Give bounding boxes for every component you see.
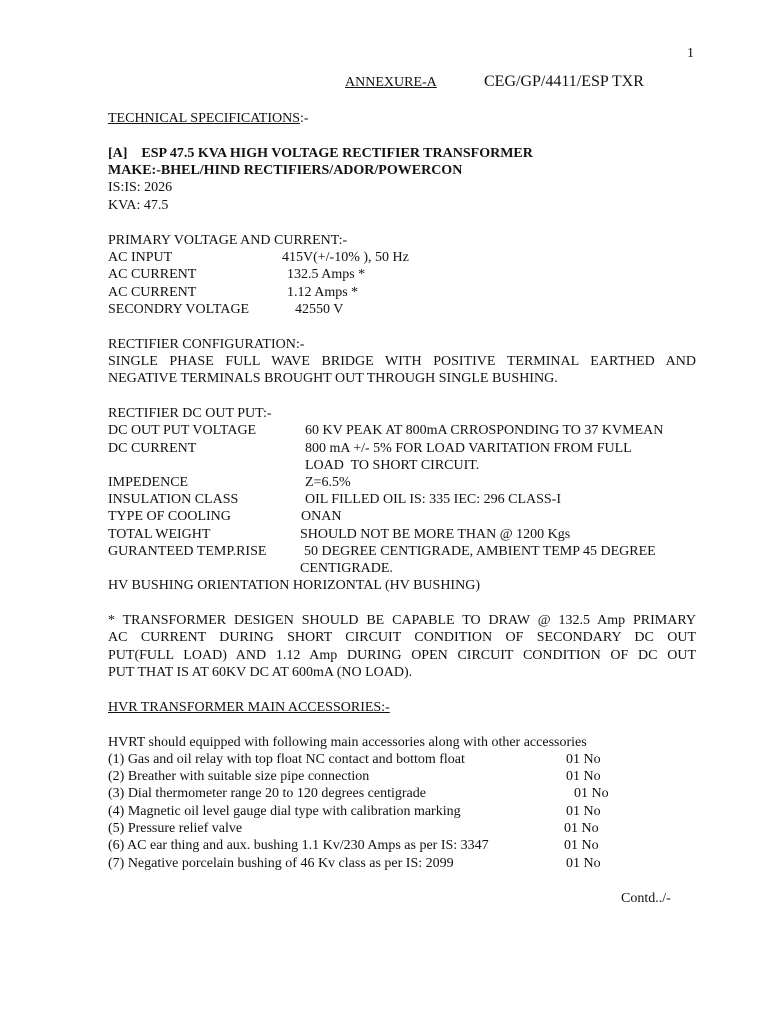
dc-label-cooling: TYPE OF COOLING	[108, 509, 231, 524]
accessory-qty-7: 01 No	[566, 856, 601, 871]
rectifier-config-heading: RECTIFIER CONFIGURATION:-	[108, 337, 305, 352]
accessory-item-2: (2) Breather with suitable size pipe connection	[108, 769, 370, 784]
accessory-item-7: (7) Negative porcelain bushing of 46 Kv class as per IS: 2099	[108, 856, 454, 871]
technical-specifications-title: TECHNICAL SPECIFICATIONS	[108, 111, 300, 126]
accessory-item-5: (5) Pressure relief valve	[108, 821, 243, 836]
primary-value-secondary-voltage: 42550 V	[295, 302, 344, 317]
section-a-kva: KVA: 47.5	[108, 198, 169, 213]
section-a-make: MAKE:-BHEL/HIND RECTIFIERS/ADOR/POWERCON	[108, 163, 463, 178]
section-a-title: [A] ESP 47.5 KVA HIGH VOLTAGE RECTIFIER TRANSFORMER	[108, 146, 533, 161]
primary-label-ac-current-1: AC CURRENT	[108, 267, 197, 282]
accessory-qty-4: 01 No	[566, 804, 601, 819]
accessories-intro: HVRT should equipped with following main accessories along with other accessories	[108, 735, 587, 750]
dc-value-cooling: ONAN	[301, 509, 342, 524]
primary-heading: PRIMARY VOLTAGE AND CURRENT:-	[108, 233, 348, 248]
dc-label-temp-rise: GURANTEED TEMP.RISE	[108, 544, 267, 559]
dc-label-insulation: INSULATION CLASS	[108, 492, 239, 507]
accessory-qty-6: 01 No	[564, 838, 599, 853]
dc-value-weight: SHOULD NOT BE MORE THAN @ 1200 Kgs	[300, 527, 571, 542]
dc-value-temp-rise: 50 DEGREE CENTIGRADE, AMBIENT TEMP 45 DEGREE	[304, 544, 656, 559]
dc-output-heading: RECTIFIER DC OUT PUT:-	[108, 406, 272, 421]
note-line-1: * TRANSFORMER DESIGEN SHOULD BE CAPABLE TO DRAW @ 132.5 Amp PRIMARY	[108, 613, 696, 628]
annexure-label: ANNEXURE-A	[345, 75, 437, 90]
primary-label-ac-current-2: AC CURRENT	[108, 285, 197, 300]
accessory-item-3: (3) Dial thermometer range 20 to 120 degrees centigrade	[108, 786, 426, 801]
accessory-qty-5: 01 No	[564, 821, 599, 836]
dc-label-current: DC CURRENT	[108, 441, 197, 456]
accessory-item-4: (4) Magnetic oil level gauge dial type with calibration marking	[108, 804, 461, 819]
note-line-4: PUT THAT IS AT 60KV DC AT 600mA (NO LOAD).	[108, 665, 413, 680]
note-line-3: PUT(FULL LOAD) AND 1.12 Amp DURING OPEN CIRCUIT CONDITION OF DC OUT	[108, 648, 696, 663]
rectifier-config-line-2: NEGATIVE TERMINALS BROUGHT OUT THROUGH SINGLE BUSHING.	[108, 371, 558, 386]
primary-value-ac-input: 415V(+/-10% ), 50 Hz	[282, 250, 409, 265]
document-reference: CEG/GP/4411/ESP TXR	[484, 73, 644, 90]
accessory-qty-1: 01 No	[566, 752, 601, 767]
accessory-qty-3: 01 No	[574, 786, 609, 801]
accessory-qty-2: 01 No	[566, 769, 601, 784]
rectifier-config-line-1: SINGLE PHASE FULL WAVE BRIDGE WITH POSITIVE TERMINAL EARTHED AND	[108, 354, 696, 369]
dc-value-voltage: 60 KV PEAK AT 800mA CRROSPONDING TO 37 KVMEAN	[305, 423, 664, 438]
accessory-item-1: (1) Gas and oil relay with top float NC contact and bottom float	[108, 752, 465, 767]
technical-specifications-heading	[108, 110, 309, 127]
dc-label-voltage: DC OUT PUT VOLTAGE	[108, 423, 257, 438]
dc-label-impedence: IMPEDENCE	[108, 475, 189, 490]
dc-value-temp-rise-cont: CENTIGRADE.	[300, 561, 393, 576]
primary-label-secondary-voltage: SECONDRY VOLTAGE	[108, 302, 250, 317]
continued-marker: Contd../-	[621, 891, 671, 906]
primary-value-ac-current-1: 132.5 Amps *	[287, 267, 366, 282]
dc-value-insulation: OIL FILLED OIL IS: 335 IEC: 296 CLASS-I	[305, 492, 561, 507]
note-line-2: AC CURRENT DURING SHORT CIRCUIT CONDITION OF SECONDARY DC OUT	[108, 630, 696, 645]
section-a-is: IS:IS: 2026	[108, 180, 173, 195]
hv-bushing-orientation: HV BUSHING ORIENTATION HORIZONTAL (HV BUSHING)	[108, 578, 480, 593]
primary-label-ac-input: AC INPUT	[108, 250, 173, 265]
page-number: 1	[687, 46, 694, 61]
dc-label-weight: TOTAL WEIGHT	[108, 527, 211, 542]
primary-value-ac-current-2: 1.12 Amps *	[287, 285, 359, 300]
dc-value-impedence: Z=6.5%	[305, 475, 351, 490]
accessories-heading: HVR TRANSFORMER MAIN ACCESSORIES:-	[108, 700, 390, 715]
dc-value-current: 800 mA +/- 5% FOR LOAD VARITATION FROM FULL	[305, 441, 632, 456]
technical-specifications-suffix: :-	[300, 111, 309, 126]
dc-value-current-cont: LOAD TO SHORT CIRCUIT.	[305, 458, 480, 473]
accessory-item-6: (6) AC ear thing and aux. bushing 1.1 Kv/230 Amps as per IS: 3347	[108, 838, 489, 853]
